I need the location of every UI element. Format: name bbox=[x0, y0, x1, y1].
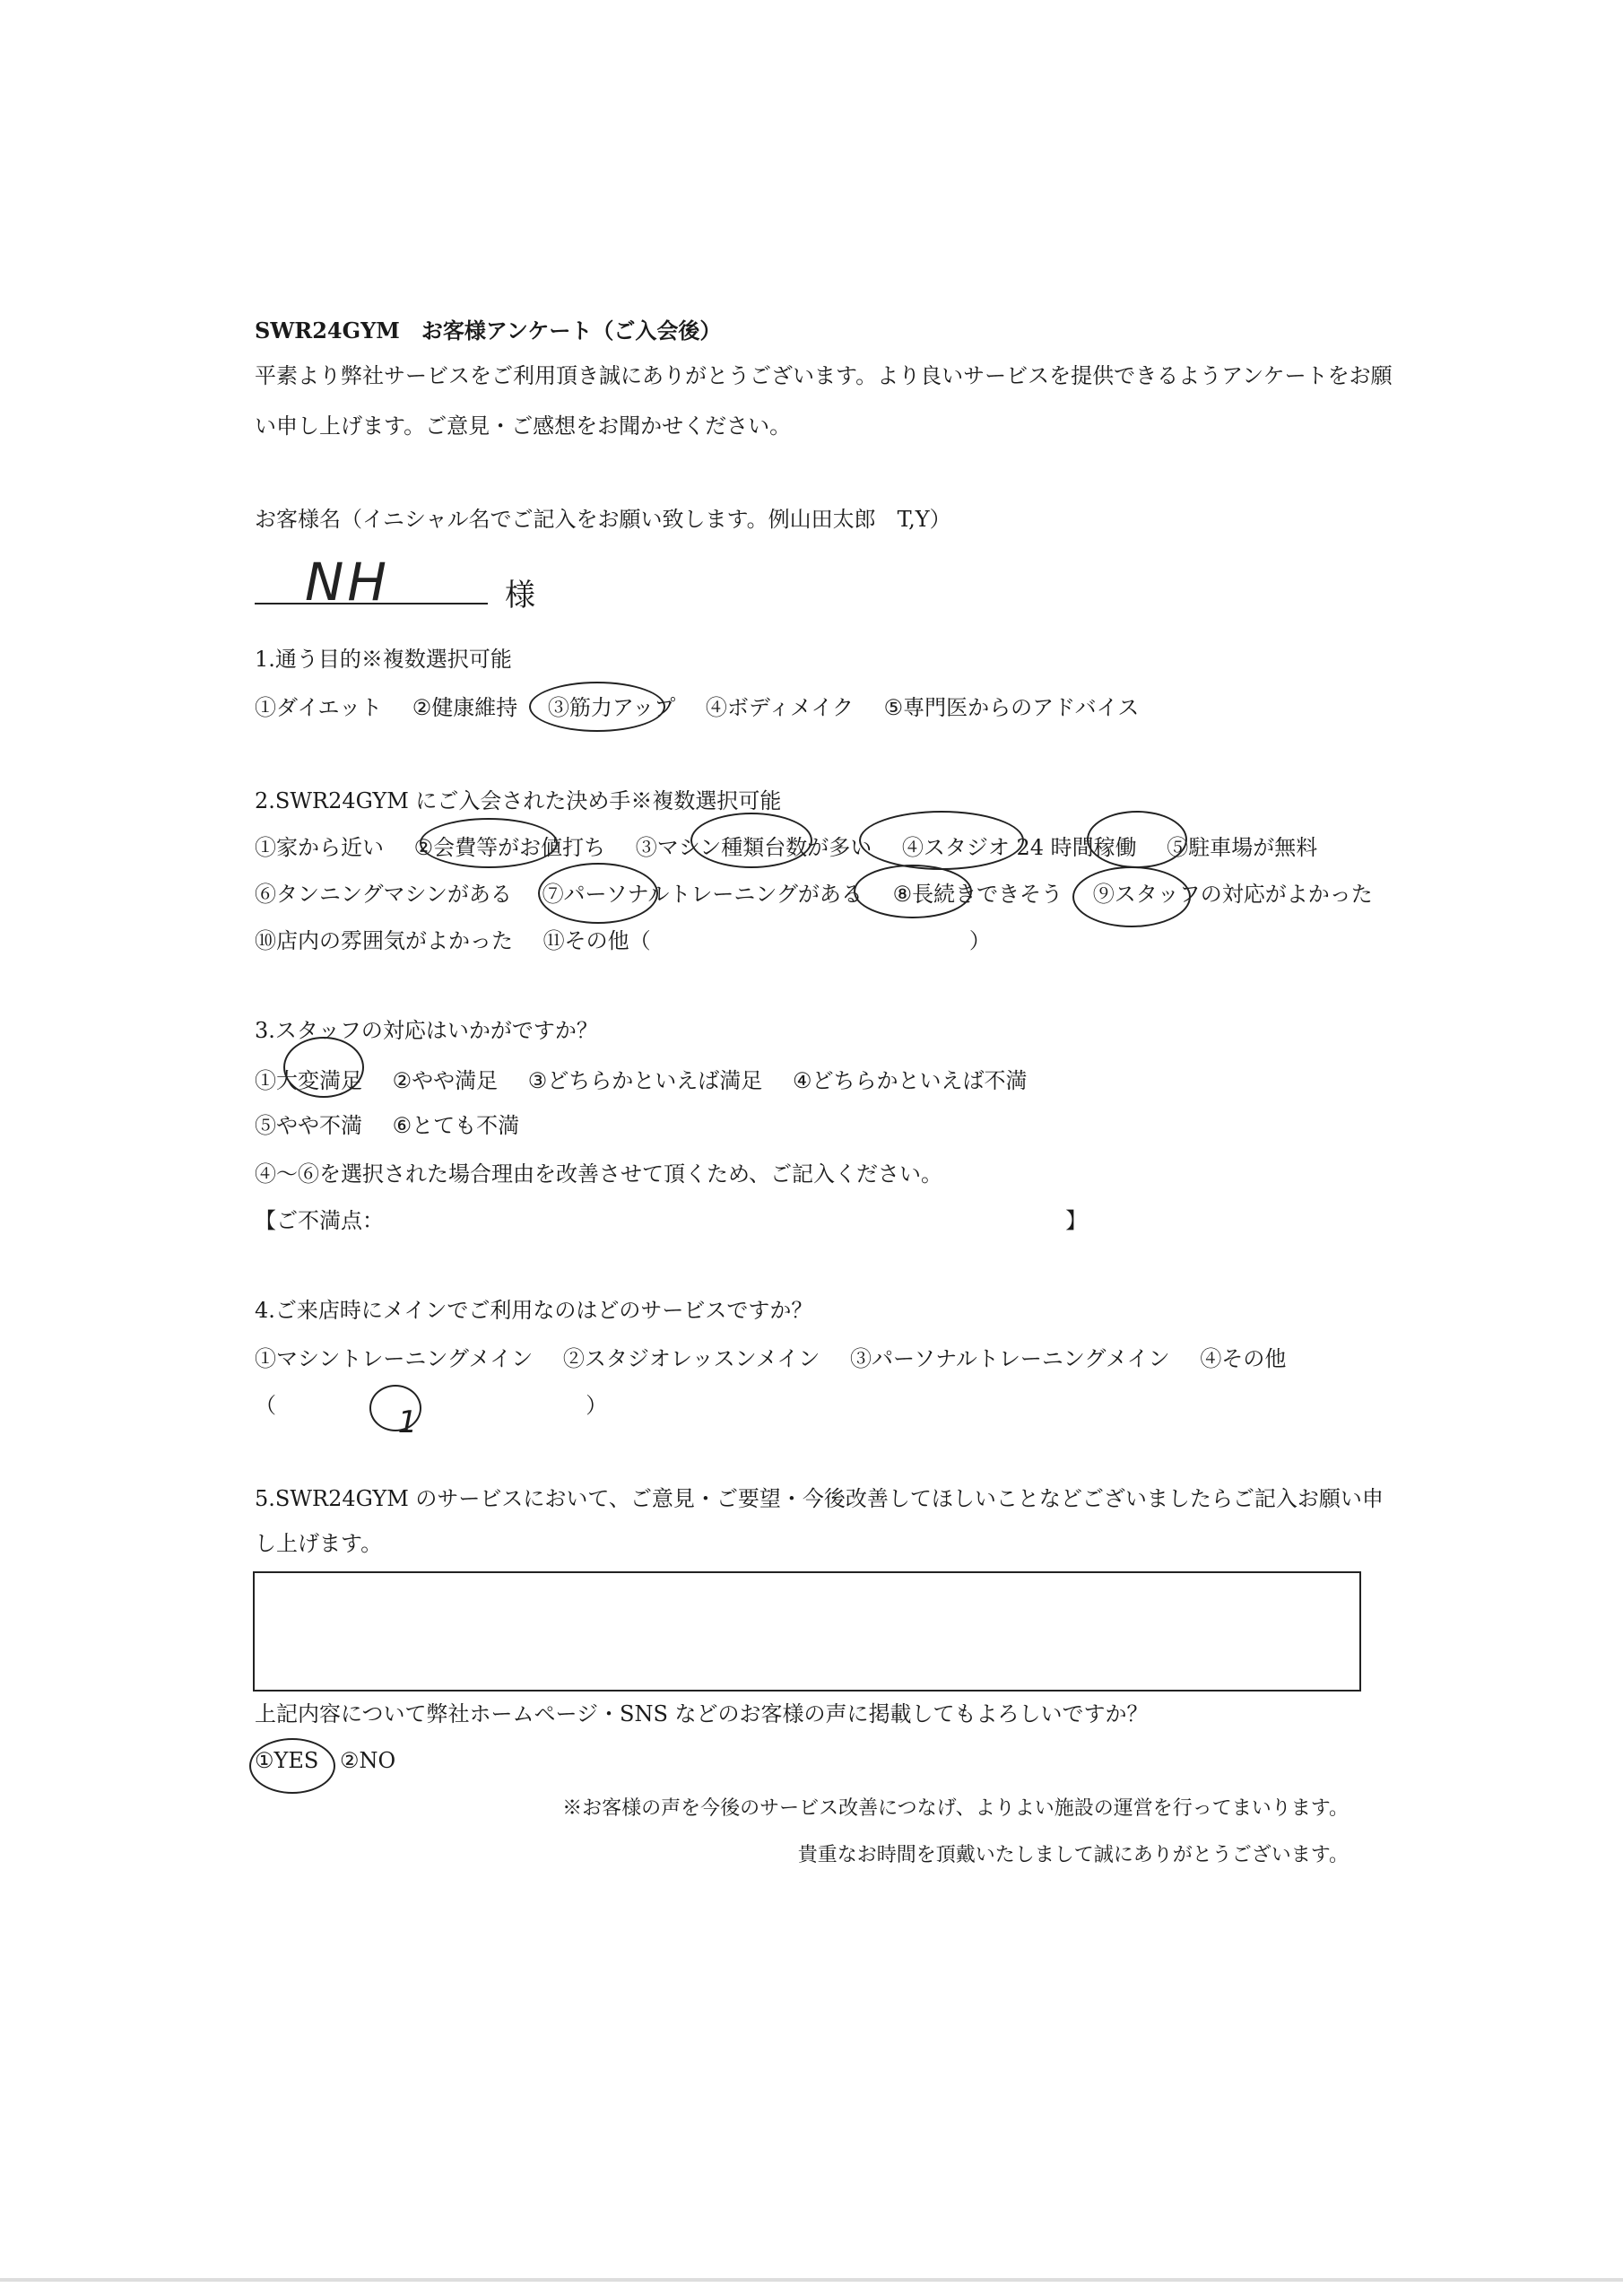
name-handwritten: NH bbox=[305, 552, 390, 613]
q2-option-6[interactable]: ⑥タンニングマシンがある bbox=[255, 882, 512, 907]
q1-options bbox=[255, 692, 1162, 723]
footer-note-1: ※お客様の声を今後のサービス改善につなげ、よりよい施設の運営を行ってまいります。 bbox=[562, 1797, 1349, 1820]
q4-option-2[interactable]: ②スタジオレッスンメイン bbox=[562, 1346, 820, 1371]
q2-option-9[interactable]: ⑨スタッフの対応がよかった bbox=[1092, 882, 1373, 907]
q1-option-5[interactable]: ⑤専門医からのアドバイス bbox=[883, 695, 1140, 720]
q2-row-3 bbox=[255, 926, 991, 956]
publish-question: 上記内容について弊社ホームページ・SNS などのお客様の声に掲載してもよろしいですか？ bbox=[255, 1701, 1149, 1726]
q3-row-1 bbox=[255, 1065, 1050, 1096]
q1-option-4[interactable]: ④ボディメイク bbox=[705, 695, 854, 720]
q3-note: ④～⑥を選択された場合理由を改善させて頂くため、ご記入ください。 bbox=[255, 1161, 943, 1187]
q4-other-row bbox=[255, 1390, 608, 1440]
q3-option-4[interactable]: ④どちらかといえば不満 bbox=[792, 1068, 1028, 1093]
q3-option-1[interactable]: ①大変満足 bbox=[255, 1068, 362, 1093]
q1-option-3[interactable]: ③筋力アップ bbox=[547, 695, 676, 720]
q3-option-2[interactable]: ②やや満足 bbox=[392, 1068, 499, 1093]
q2-row-2 bbox=[255, 879, 1396, 909]
footer-note-2: 貴重なお時間を頂戴いたしまして誠にありがとうございます。 bbox=[797, 1844, 1349, 1866]
q1-heading: 1.通う目的※複数選択可能 bbox=[255, 647, 512, 672]
scan-edge bbox=[0, 2278, 1623, 2282]
q1-option-2[interactable]: ②健康維持 bbox=[412, 695, 518, 720]
q1-option-1[interactable]: ①ダイエット bbox=[255, 695, 383, 720]
q2-option-11[interactable]: ⑪その他（ bbox=[542, 928, 651, 953]
publish-yes[interactable]: ①YES bbox=[255, 1748, 319, 1773]
q3-option-3[interactable]: ③どちらかといえば満足 bbox=[527, 1068, 763, 1093]
q3-complaint-label: 【ご不満点： bbox=[255, 1208, 384, 1233]
q4-handwritten-answer: 1 bbox=[397, 1405, 418, 1440]
q2-option-5[interactable]: ⑤駐車場が無料 bbox=[1167, 835, 1318, 860]
q2-option-3[interactable]: ③マシン種類台数が多い bbox=[635, 835, 872, 860]
intro-text-2: い申し上げます。ご意見・ご感想をお聞かせください。 bbox=[255, 413, 792, 439]
q2-option-4[interactable]: ④スタジオ 24 時間稼働 bbox=[901, 835, 1137, 860]
publish-options bbox=[255, 1745, 395, 1776]
q4-option-1[interactable]: ①マシントレーニングメイン bbox=[255, 1346, 534, 1371]
q2-option-8[interactable]: ⑧長続きできそう bbox=[892, 882, 1063, 907]
q3-complaint-row bbox=[255, 1205, 1087, 1236]
q2-heading: 2.SWR24GYM にご入会された決め手※複数選択可能 bbox=[255, 788, 782, 813]
q2-other-close: ） bbox=[968, 928, 991, 953]
q4-option-3[interactable]: ③パーソナルトレーニングメイン bbox=[850, 1346, 1170, 1371]
q3-option-5[interactable]: ⑤やや不満 bbox=[255, 1113, 362, 1138]
q2-option-10[interactable]: ⑩店内の雰囲気がよかった bbox=[255, 928, 513, 953]
q3-row-2 bbox=[255, 1110, 542, 1141]
q5-heading-2: し上げます。 bbox=[255, 1531, 383, 1556]
name-label: お客様名（イニシャル名でご記入をお願い致します。例山田太郎 T,Y） bbox=[255, 507, 951, 532]
name-underline bbox=[255, 603, 488, 604]
q4-heading: 4.ご来店時にメインでご利用なのはどのサービスですか？ bbox=[255, 1298, 813, 1323]
q3-heading: 3.スタッフの対応はいかがですか？ bbox=[255, 1018, 598, 1043]
q2-row-1 bbox=[255, 832, 1341, 863]
q2-option-1[interactable]: ①家から近い bbox=[255, 835, 384, 860]
q2-option-2[interactable]: ②会費等がお値打ち bbox=[413, 835, 606, 860]
q5-comment-box[interactable] bbox=[253, 1571, 1361, 1692]
q3-option-6[interactable]: ⑥とても不満 bbox=[392, 1113, 520, 1138]
q4-options bbox=[255, 1344, 1309, 1374]
q3-complaint-close: 】 bbox=[1065, 1208, 1088, 1233]
q4-paren-close: ） bbox=[586, 1393, 608, 1418]
q5-heading-1: 5.SWR24GYM のサービスにおいて、ご意見・ご要望・今後改善してほしいことなどございましたらご記入お願い申 bbox=[255, 1486, 1384, 1511]
q2-option-7[interactable]: ⑦パーソナルトレーニングがある bbox=[542, 882, 863, 907]
q4-paren-open: （ bbox=[255, 1393, 276, 1418]
intro-text-1: 平素より弊社サービスをご利用頂き誠にありがとうございます。より良いサービスを提供できるようアンケートをお願 bbox=[255, 363, 1393, 388]
page-title: SWR24GYM お客様アンケート（ご入会後） bbox=[255, 317, 722, 344]
publish-no[interactable]: ②NO bbox=[339, 1748, 396, 1773]
name-suffix: 様 bbox=[505, 578, 535, 613]
q4-option-4[interactable]: ④その他 bbox=[1200, 1346, 1287, 1371]
